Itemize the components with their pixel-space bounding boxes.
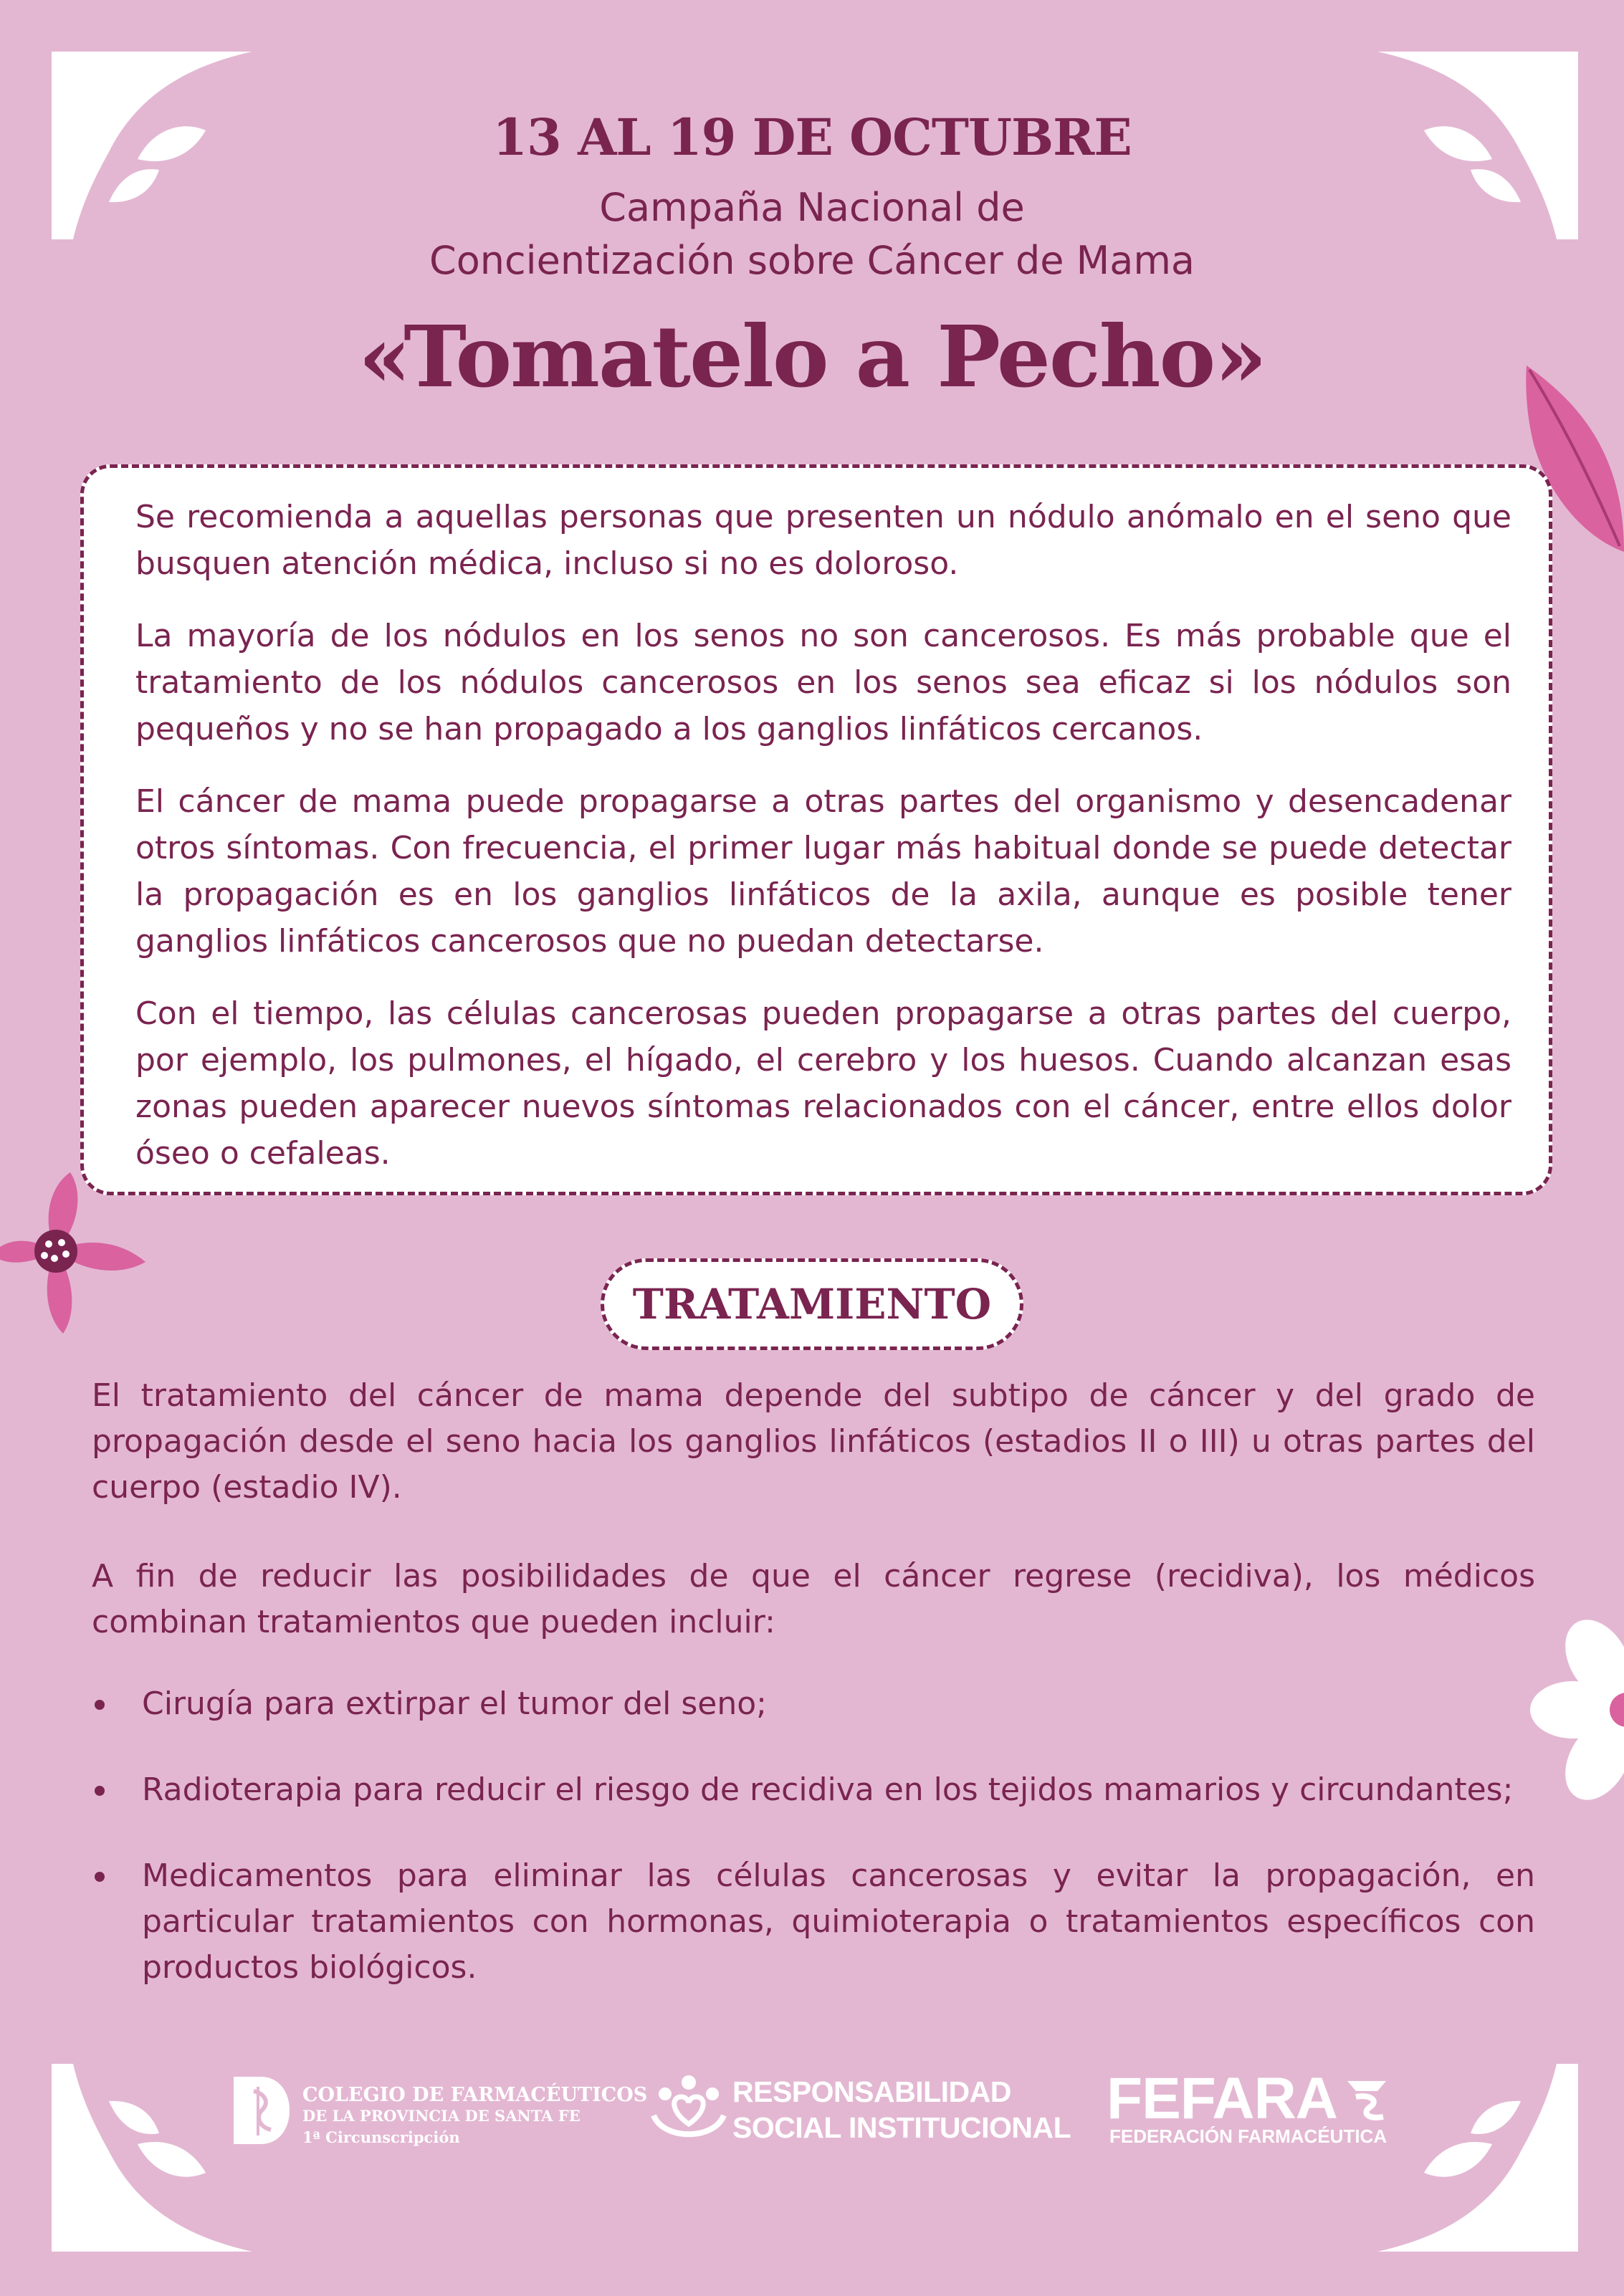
bullet-icon: [95, 1700, 105, 1710]
info-box: [80, 464, 1552, 1195]
treatment-list: [92, 1681, 1535, 1991]
treatment-heading: TRATAMIENTO: [601, 1258, 1023, 1350]
colegio-logo-line3: 1ª Circunscripción: [302, 2128, 460, 2146]
white-flower-icon: [1527, 1612, 1624, 1813]
bullet-icon: [95, 1872, 105, 1882]
treatment-item-text: Cirugía para extirpar el tumor del seno;: [142, 1685, 767, 1722]
campaign-title-line1: Campaña Nacional de: [599, 185, 1025, 230]
treatment-paragraph: El tratamiento del cáncer de mama depende del subtipo de cáncer y del grado de propagación desde el seno hacia los ganglios linfáticos (estadios II o III) u otras partes del cuerpo (estadio IV).: [92, 1377, 1535, 1506]
rsi-logo-line2: SOCIAL INSTITUCIONAL: [732, 2111, 1071, 2144]
info-paragraph: Se recomienda a aquellas personas que presenten un nódulo anómalo en el seno que busquen atención médica, incluso si no es doloroso.: [135, 499, 1511, 582]
treatment-paragraph: A fin de reducir las posibilidades de que el cáncer regrese (recidiva), los médicos combinan tratamientos que pueden incluir:: [92, 1558, 1535, 1640]
colegio-logo-icon: [234, 2077, 290, 2144]
info-paragraph: Con el tiempo, las células cancerosas pueden propagarse a otras partes del cuerpo, por ejemplo, los pulmones, el hígado, el cerebro y los huesos. Cuando alcanzan esas zonas pueden aparecer nuevos síntomas relacionados con el cáncer, entre ellos dolor óseo o cefaleas.: [135, 995, 1511, 1172]
treatment-list-item: [92, 1767, 1535, 1813]
fefara-logo-subtitle: FEDERACIÓN FARMACÉUTICA: [1109, 2125, 1387, 2147]
info-paragraph: El cáncer de mama puede propagarse a otras partes del organismo y desencadenar otros síntomas. Con frecuencia, el primer lugar más habitual donde se puede detectar la propagación es en los ganglios linfáticos de la axila, aunque es posible tener ganglios linfáticos cancerosos que no puedan detectarse.: [135, 783, 1511, 960]
campaign-slogan: «Tomatelo a Pecho»: [358, 307, 1266, 406]
rsi-logo-icon: [649, 2072, 728, 2146]
info-paragraph: La mayoría de los nódulos en los senos no son cancerosos. Es más probable que el tratamiento de los nódulos cancerosos en los senos sea eficaz si los nódulos son pequeños y no se han propagado a los ganglios linfáticos cercanos.: [135, 618, 1511, 747]
treatment-item-text: Radioterapia para reducir el riesgo de recidiva en los tejidos mamarios y circundantes;: [142, 1771, 1514, 1808]
treatment-item-text: Medicamentos para eliminar las células cancerosas y evitar la propagación, en particular tratamientos con hormonas, quimioterapia o tratamientos específicos con productos biológicos.: [142, 1857, 1535, 1986]
treatment-list-item: [92, 1681, 1535, 1727]
rsi-logo-line1: RESPONSABILIDAD: [732, 2075, 1011, 2108]
treatment-list-item: [92, 1853, 1535, 1991]
fefara-caduceus-icon: [1342, 2075, 1392, 2123]
corner-ornament-bottom-right-icon: [1377, 2064, 1578, 2252]
treatment-section: [92, 1373, 1535, 2031]
bullet-icon: [95, 1786, 105, 1796]
corner-ornament-bottom-left-icon: [52, 2064, 252, 2252]
colegio-logo-line1: COLEGIO DE FARMACÉUTICOS: [302, 2084, 648, 2106]
colegio-logo-line2: DE LA PROVINCIA DE SANTA FE: [302, 2107, 581, 2125]
campaign-date: 13 AL 19 DE OCTUBRE: [492, 107, 1132, 167]
campaign-title-line2: Concientización sobre Cáncer de Mama: [429, 238, 1195, 283]
fefara-logo-wordmark: FEFARA: [1107, 2066, 1337, 2131]
